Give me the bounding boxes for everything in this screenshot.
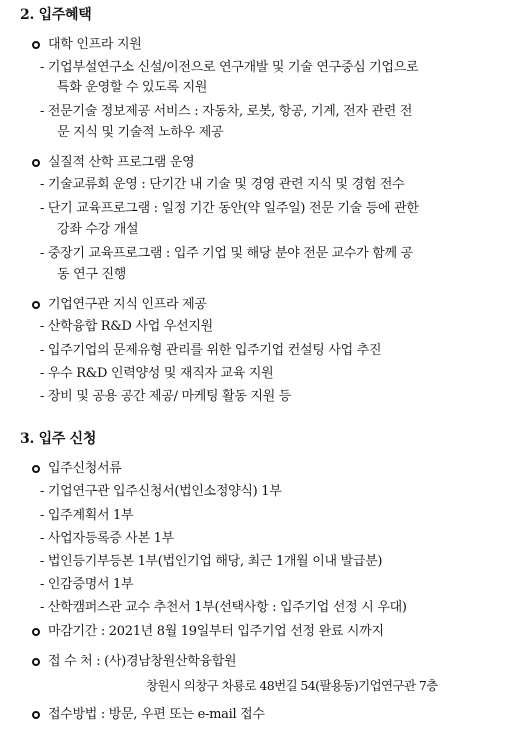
list-item: - 기업부설연구소 신설/이전으로 연구개발 및 기술 연구중심 기업으로 — [40, 60, 419, 75]
list-item: - 우수 R&D 인력양성 및 재직자 교육 지원 — [40, 366, 274, 381]
list-item-cont: 특화 운영할 수 있도록 지원 — [57, 80, 208, 95]
bullet-circle-icon — [32, 465, 40, 473]
list-item: - 입주계획서 1부 — [40, 508, 134, 523]
bullet-circle-icon — [32, 711, 40, 719]
bullet-circle-icon — [32, 159, 40, 167]
group-title-knowledge: 기업연구관 지식 인프라 제공 — [48, 297, 207, 312]
bullet-circle-icon — [32, 628, 40, 636]
bullet-circle-icon — [32, 41, 40, 49]
list-item: - 전문기술 정보제공 서비스 : 자동차, 로봇, 항공, 기계, 전자 관련 전 — [40, 104, 413, 119]
list-item: - 장비 및 공용 공간 제공/ 마케팅 활동 지원 등 — [40, 389, 292, 404]
list-item: - 기업연구관 입주신청서(법인소정양식) 1부 — [40, 484, 282, 499]
section-heading-benefits: 2. 입주혜택 — [20, 7, 92, 23]
group-title-documents: 입주신청서류 — [48, 461, 122, 476]
list-item: - 중장기 교육프로그램 : 입주 기업 및 해당 분야 전문 교수가 함께 공 — [40, 246, 413, 261]
group-title-infra: 대학 인프라 지원 — [48, 37, 142, 52]
bullet-circle-icon — [32, 301, 40, 309]
bullet-circle-icon — [32, 658, 40, 666]
list-item: - 산학캠퍼스관 교수 추천서 1부(선택사항 : 입주기업 선정 시 우대) — [40, 600, 407, 615]
list-item-cont: 강좌 수강 개설 — [57, 222, 139, 237]
list-item: - 인감증명서 1부 — [40, 577, 134, 592]
list-item: - 사업자등록증 사본 1부 — [40, 531, 174, 546]
list-item: - 단기 교육프로그램 : 일정 기간 동안(약 일주일) 전문 기술 등에 관한 — [40, 201, 419, 216]
list-item: - 산학융합 R&D 사업 우선지원 — [40, 319, 213, 334]
list-item: - 기술교류회 운영 : 단기간 내 기술 및 경영 관련 지식 및 경험 전수 — [40, 177, 405, 192]
reception-line: 접 수 처 : (사)경남창원산학융합원 — [48, 654, 237, 669]
section-heading-application: 3. 입주 신청 — [20, 431, 97, 447]
list-item: - 입주기업의 문제유형 관리를 위한 입주기업 컨설팅 사업 추진 — [40, 343, 382, 358]
method-line: 접수방법 : 방문, 우편 또는 e-mail 접수 — [48, 707, 265, 722]
list-item-cont: 문 지식 및 기술적 노하우 제공 — [57, 125, 224, 140]
list-item-cont: 동 연구 진행 — [57, 267, 126, 282]
group-title-program: 실질적 산학 프로그램 운영 — [48, 155, 195, 170]
reception-address: 창원시 의창구 차룡로 48번길 54(팔용동)기업연구관 7층 — [146, 678, 438, 693]
deadline-line: 마감기간 : 2021년 8월 19일부터 입주기업 선정 완료 시까지 — [48, 624, 384, 639]
list-item: - 법인등기부등본 1부(법인기업 해당, 최근 1개월 이내 발급분) — [40, 554, 383, 569]
